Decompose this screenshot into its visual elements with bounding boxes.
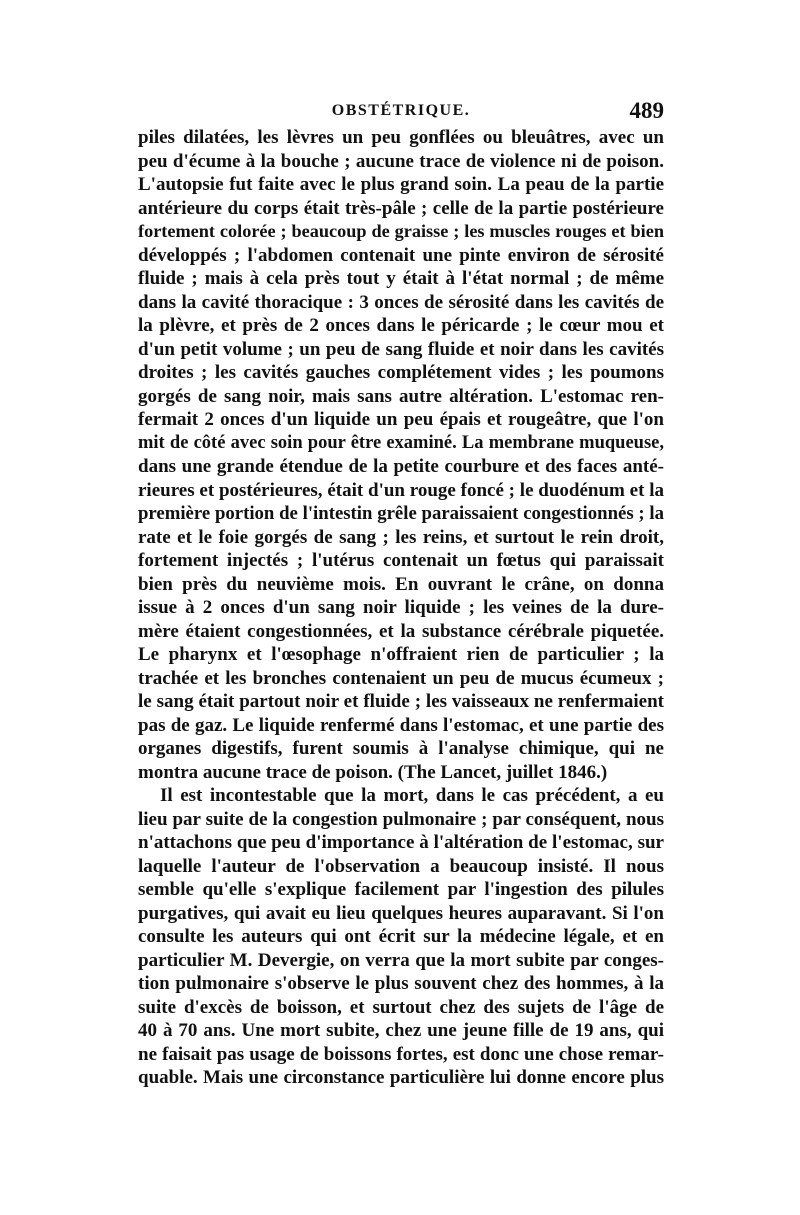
running-head — [138, 98, 664, 124]
text-line: montra aucune trace de poison. (The Lancet, juillet 1846.) — [138, 761, 608, 783]
text-line: trachée et les bronches contenaient un peu de mucus écumeux ; — [138, 667, 664, 689]
text-line: le sang était partout noir et fluide ; les vaisseaux ne renfermaient — [138, 691, 664, 712]
text-line: d'un petit volume ; un peu de sang fluide et noir dans les cavités — [138, 338, 664, 360]
text-line: droites ; les cavités gauches complétement vides ; les poumons — [138, 362, 664, 383]
text-line: fermait 2 onces d'un liquide un peu épais et rougeâtre, que l'on — [138, 409, 664, 430]
page-number: 489 — [629, 98, 664, 123]
text-line: gorgés de sang noir, mais sans autre altération. L'estomac ren- — [138, 385, 664, 407]
text-line: suite d'excès de boisson, et surtout chez des sujets de l'âge de — [138, 996, 664, 1018]
text-line: la plèvre, et près de 2 onces dans le péricarde ; le cœur mou et — [138, 315, 664, 336]
text-line: n'attachons que peu d'importance à l'altération de l'estomac, sur — [138, 832, 664, 853]
text-line: mit de côté avec soin pour être examiné. La membrane muqueuse, — [138, 432, 664, 453]
text-line: issue à 2 onces d'un sang noir liquide ; les veines de la dure- — [138, 597, 664, 618]
text-line: antérieure du corps était très-pâle ; celle de la partie postérieure — [138, 197, 664, 219]
text-line: L'autopsie fut faite avec le plus grand soin. La peau de la partie — [138, 174, 664, 195]
text-line: piles dilatées, les lèvres un peu gonflées ou bleuâtres, avec un — [138, 127, 664, 148]
text-line: pas de gaz. Le liquide renfermé dans l'estomac, et une partie des — [138, 714, 664, 736]
text-line: Il est incontestable que la mort, dans le cas précédent, a eu — [160, 785, 664, 806]
text-line: organes digestifs, furent soumis à l'analyse chimique, qui ne — [138, 738, 664, 759]
text-line: semble qu'elle s'explique facilement par l'ingestion des pilules — [138, 879, 664, 900]
text-line: mère étaient congestionnées, et la substance cérébrale piquetée. — [138, 620, 664, 642]
text-line: bien près du neuvième mois. En ouvrant le crâne, on donna — [138, 573, 664, 595]
body-text — [138, 126, 664, 1090]
text-line: fortement colorée ; beaucoup de graisse ; les muscles rouges et bien — [138, 221, 664, 241]
text-line: quable. Mais une circonstance particulière lui donne encore plus — [138, 1067, 664, 1088]
text-line: purgatives, qui avait eu lieu quelques heures auparavant. Si l'on — [138, 902, 664, 924]
text-line: développés ; l'abdomen contenait une pinte environ de sérosité — [138, 244, 664, 266]
text-line: dans une grande étendue de la petite courbure et des faces anté- — [138, 456, 664, 477]
text-line: 40 à 70 ans. Une mort subite, chez une jeune fille de 19 ans, qui — [138, 1020, 664, 1041]
text-line: dans la cavité thoracique : 3 onces de sérosité dans les cavités de — [138, 291, 664, 313]
running-title: OBSTÉTRIQUE. — [331, 102, 471, 119]
text-line: laquelle l'auteur de l'observation a beaucoup insisté. Il nous — [138, 855, 664, 877]
text-line: fluide ; mais à cela près tout y était à l'état normal ; de même — [138, 268, 664, 289]
text-line: consulte les auteurs qui ont écrit sur la médecine légale, et en — [138, 926, 664, 947]
text-line: tion pulmonaire s'observe le plus souvent chez des hommes, à la — [138, 973, 664, 994]
text-line: peu d'écume à la bouche ; aucune trace de violence ni de poison. — [138, 150, 664, 172]
text-line: rate et le foie gorgés de sang ; les reins, et surtout le rein droit, — [138, 526, 664, 548]
text-line: première portion de l'intestin grêle paraissaient congestionnés ; la — [138, 503, 664, 524]
text-line: rieures et postérieures, était d'un rouge foncé ; le duodénum et la — [138, 479, 664, 501]
text-line: particulier M. Devergie, on verra que la mort subite par conges- — [138, 949, 664, 971]
text-line: Le pharynx et l'œsophage n'offraient rien de particulier ; la — [138, 644, 664, 665]
text-line: fortement injectés ; l'utérus contenait un fœtus qui paraissait — [138, 550, 664, 571]
text-line: lieu par suite de la congestion pulmonaire ; par conséquent, nous — [138, 808, 664, 830]
text-line: ne faisait pas usage de boissons fortes, est donc une chose remar- — [138, 1043, 664, 1065]
